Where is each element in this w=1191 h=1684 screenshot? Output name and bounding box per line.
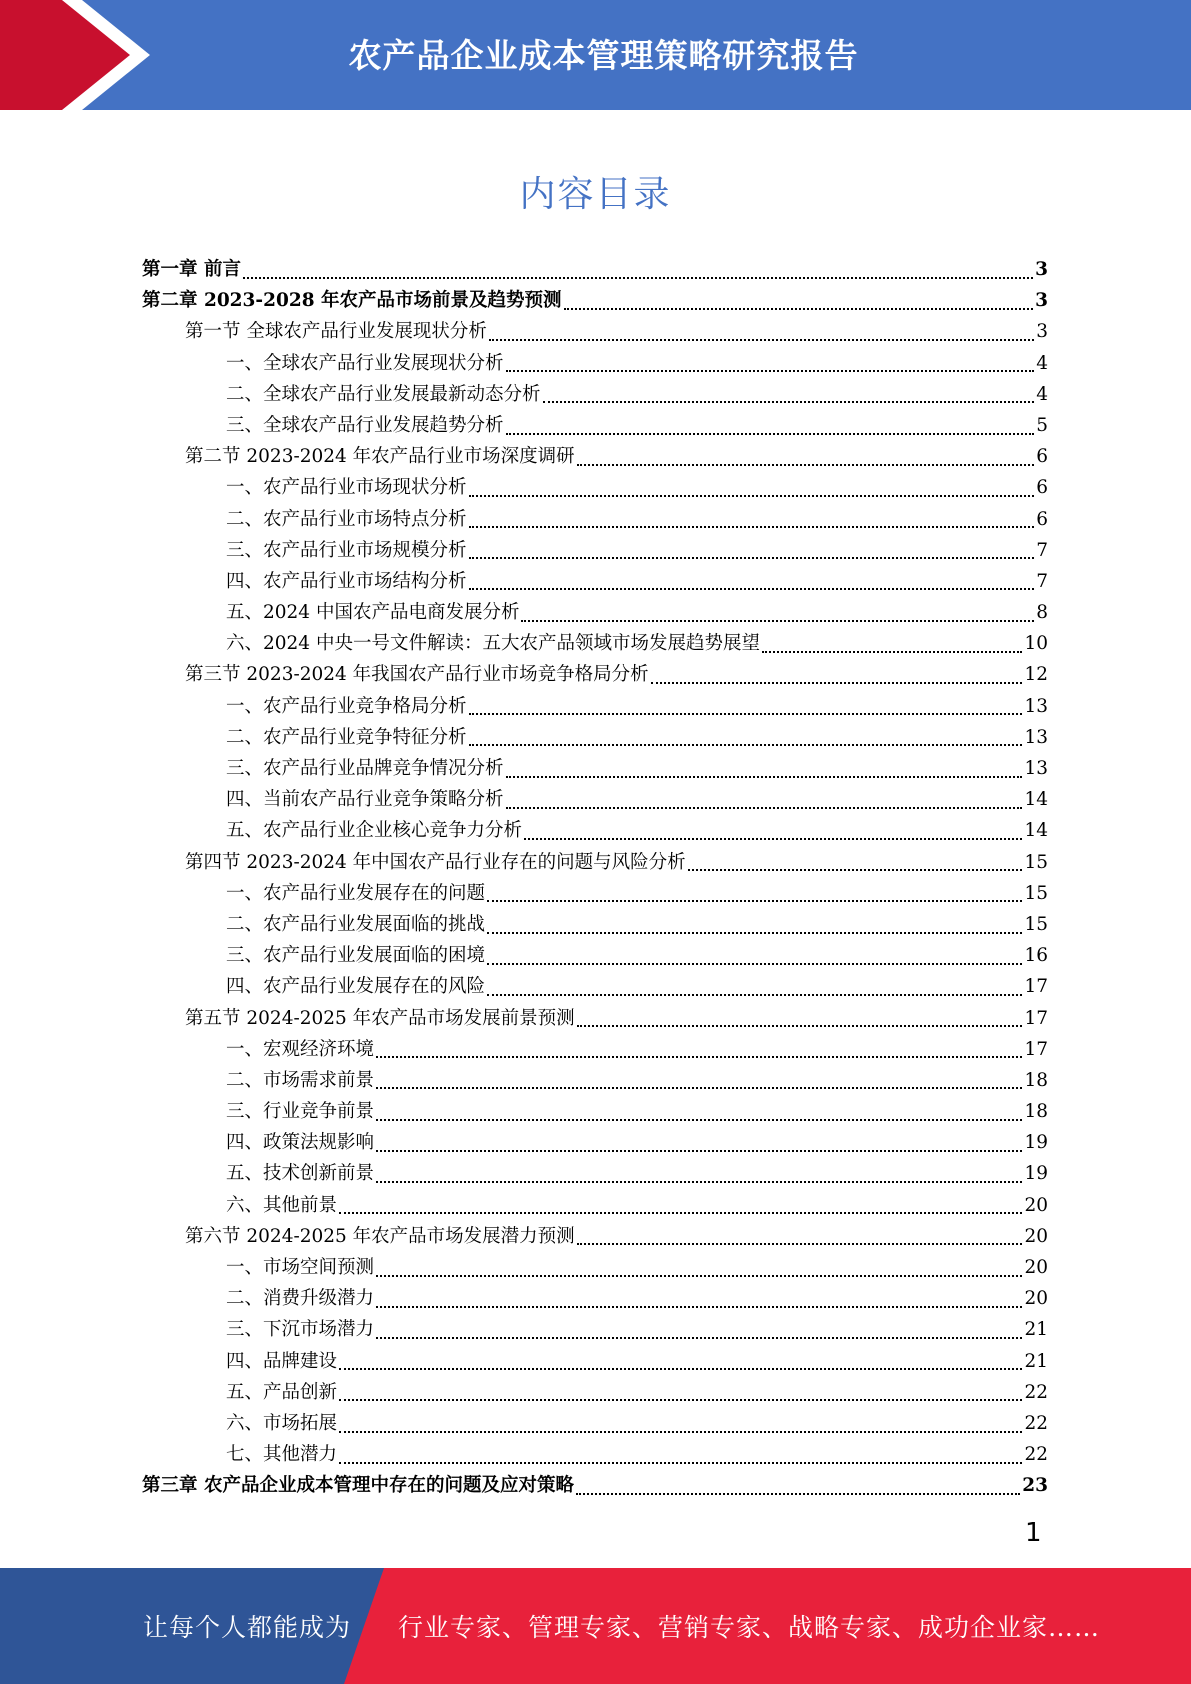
toc-entry-label: 一、宏观经济环境 (226, 1038, 375, 1060)
toc-entry-page: 22 (1024, 1381, 1048, 1403)
toc-entry[interactable] (142, 691, 1048, 722)
toc-entry-page: 17 (1024, 976, 1048, 998)
toc-entry-page: 17 (1024, 1038, 1048, 1060)
toc-entry-label: 一、市场空间预测 (226, 1257, 375, 1278)
toc-dot-leader (564, 308, 1034, 310)
toc-dot-leader (339, 1212, 1022, 1214)
toc-entry-label: 第四节 2023-2024 年中国农产品行业存在的问题与风险分析 (185, 851, 686, 873)
footer-slogan-right: 行业专家、管理专家、营销专家、战略专家、成功企业家…… (398, 1613, 1101, 1642)
toc-dot-leader (487, 900, 1022, 902)
toc-entry[interactable] (142, 815, 1048, 846)
toc-entry-label: 三、下沉市场潜力 (226, 1319, 375, 1341)
toc-dot-leader (576, 1493, 1020, 1495)
toc-entry[interactable] (142, 1283, 1048, 1314)
toc-dot-leader (543, 401, 1035, 403)
toc-entry-label: 四、政策法规影响 (226, 1132, 375, 1154)
toc-entry-label: 六、其他前景 (226, 1194, 338, 1216)
toc-dot-leader (651, 682, 1023, 684)
toc-dot-leader (506, 433, 1035, 435)
toc-entry-label: 四、农产品行业发展存在的风险 (226, 976, 486, 998)
toc-entry-label: 二、全球农产品行业发展最新动态分析 (226, 383, 541, 405)
toc-entry[interactable] (142, 1439, 1048, 1470)
toc-entry-label: 一、农产品行业发展存在的问题 (226, 882, 486, 904)
table-of-contents (142, 254, 1048, 1502)
toc-entry-label: 七、其他潜力 (226, 1444, 338, 1466)
toc-dot-leader (339, 1399, 1022, 1401)
toc-entry-page: 20 (1024, 1194, 1048, 1216)
toc-entry-label: 一、全球农产品行业发展现状分析 (226, 352, 504, 374)
toc-entry[interactable] (142, 504, 1048, 535)
toc-entry-page: 20 (1024, 1257, 1048, 1278)
toc-dot-leader (376, 1056, 1022, 1058)
toc-entry[interactable] (142, 472, 1048, 503)
toc-entry[interactable] (142, 847, 1048, 878)
toc-dot-leader (376, 1150, 1022, 1152)
toc-entry-label: 二、农产品行业发展面临的挑战 (226, 913, 486, 935)
toc-dot-leader (376, 1337, 1022, 1339)
page-number: 1 (1025, 1518, 1042, 1548)
toc-entry-page: 10 (1024, 633, 1048, 655)
toc-entry[interactable] (142, 940, 1048, 971)
toc-entry[interactable] (142, 379, 1048, 410)
toc-entry-page: 21 (1024, 1350, 1048, 1372)
toc-entry-page: 14 (1024, 789, 1048, 811)
toc-entry-label: 第三节 2023-2024 年我国农产品行业市场竞争格局分析 (185, 664, 649, 686)
toc-entry-label: 六、市场拓展 (226, 1412, 338, 1434)
toc-entry[interactable] (142, 1408, 1048, 1439)
toc-entry-label: 第五节 2024-2025 年农产品市场发展前景预测 (185, 1007, 575, 1029)
toc-dot-leader (762, 651, 1022, 653)
toc-entry[interactable] (142, 1190, 1048, 1221)
toc-entry[interactable] (142, 1034, 1048, 1065)
toc-entry[interactable] (142, 1377, 1048, 1408)
toc-dot-leader (506, 776, 1023, 778)
toc-entry-label: 三、农产品行业品牌竞争情况分析 (226, 758, 504, 779)
toc-entry-page: 5 (1036, 414, 1048, 436)
toc-entry[interactable] (142, 1470, 1048, 1501)
toc-entry[interactable] (142, 1221, 1048, 1252)
toc-dot-leader (577, 1243, 1023, 1245)
toc-entry-page: 15 (1024, 913, 1048, 935)
toc-entry[interactable] (142, 722, 1048, 753)
toc-entry-label: 四、品牌建设 (226, 1350, 338, 1372)
toc-entry-label: 五、产品创新 (226, 1381, 338, 1403)
toc-dot-leader (506, 807, 1023, 809)
toc-entry-label: 第二节 2023-2024 年农产品行业市场深度调研 (185, 446, 575, 468)
toc-entry[interactable] (142, 878, 1048, 909)
toc-entry-page: 13 (1024, 758, 1048, 779)
toc-dot-leader (489, 339, 1034, 341)
toc-entry-label: 一、农产品行业竞争格局分析 (226, 695, 467, 717)
toc-entry-label: 二、农产品行业竞争特征分析 (226, 726, 467, 748)
toc-entry-page: 22 (1024, 1412, 1048, 1434)
toc-entry-label: 四、农产品行业市场结构分析 (226, 570, 467, 592)
toc-entry[interactable] (142, 316, 1048, 347)
toc-entry-page: 13 (1024, 695, 1048, 717)
toc-entry-page: 6 (1036, 446, 1048, 468)
toc-entry-label: 一、农产品行业市场现状分析 (226, 477, 467, 499)
toc-entry-label: 二、市场需求前景 (226, 1069, 375, 1091)
toc-entry-page: 7 (1036, 570, 1048, 592)
toc-entry-label: 三、行业竞争前景 (226, 1101, 375, 1123)
toc-dot-leader (524, 838, 1022, 840)
toc-entry[interactable] (142, 1096, 1048, 1127)
toc-dot-leader (376, 1275, 1022, 1277)
toc-entry-label: 三、农产品行业发展面临的困境 (226, 945, 486, 967)
toc-dot-leader (487, 932, 1022, 934)
toc-dot-leader (577, 1025, 1023, 1027)
toc-dot-leader (243, 277, 1033, 279)
toc-entry[interactable] (142, 659, 1048, 690)
toc-dot-leader (487, 963, 1022, 965)
toc-entry-page: 19 (1024, 1132, 1048, 1154)
toc-entry-page: 3 (1035, 259, 1048, 280)
toc-entry-page: 16 (1024, 945, 1048, 967)
toc-dot-leader (469, 588, 1035, 590)
toc-entry-label: 第六节 2024-2025 年农产品市场发展潜力预测 (185, 1225, 575, 1247)
toc-entry[interactable] (142, 909, 1048, 940)
toc-entry-label: 二、消费升级潜力 (226, 1288, 375, 1310)
toc-entry[interactable] (142, 566, 1048, 597)
toc-entry-page: 17 (1024, 1007, 1048, 1029)
toc-entry-page: 23 (1022, 1475, 1048, 1497)
toc-dot-leader (376, 1306, 1022, 1308)
toc-entry-label: 五、农产品行业企业核心竞争力分析 (226, 820, 523, 842)
toc-entry-page: 19 (1024, 1163, 1048, 1185)
toc-dot-leader (577, 464, 1035, 466)
toc-entry-page: 22 (1024, 1444, 1048, 1466)
toc-entry[interactable] (142, 597, 1048, 628)
toc-entry-page: 6 (1036, 477, 1048, 499)
toc-entry-page: 15 (1024, 851, 1048, 873)
toc-entry-page: 21 (1024, 1319, 1048, 1341)
toc-entry-label: 五、技术创新前景 (226, 1163, 375, 1185)
toc-entry-page: 6 (1036, 508, 1048, 530)
toc-dot-leader (469, 713, 1023, 715)
toc-entry-label: 第二章 2023-2028 年农产品市场前景及趋势预测 (142, 290, 562, 312)
toc-heading: 内容目录 (519, 174, 672, 215)
toc-entry-page: 3 (1036, 321, 1048, 343)
toc-dot-leader (469, 526, 1035, 528)
toc-dot-leader (506, 370, 1035, 372)
toc-dot-leader (339, 1368, 1022, 1370)
toc-entry[interactable] (142, 1003, 1048, 1034)
toc-entry-label: 四、当前农产品行业竞争策略分析 (226, 789, 504, 811)
toc-entry[interactable] (142, 441, 1048, 472)
toc-entry-label: 二、农产品行业市场特点分析 (226, 508, 467, 530)
toc-entry-label: 五、2024 中国农产品电商发展分析 (226, 602, 520, 624)
report-title: 农产品企业成本管理策略研究报告 (348, 36, 859, 75)
toc-dot-leader (376, 1119, 1022, 1121)
toc-entry[interactable] (142, 410, 1048, 441)
footer-slogan-left: 让每个人都能成为 (143, 1613, 352, 1642)
toc-entry-label: 三、农产品行业市场规模分析 (226, 539, 467, 561)
toc-entry[interactable] (142, 254, 1048, 285)
footer-band (0, 1568, 1191, 1684)
toc-entry-page: 15 (1024, 882, 1048, 904)
toc-entry[interactable] (142, 971, 1048, 1002)
header-band (0, 0, 1191, 110)
toc-entry-label: 第一章 前言 (142, 259, 241, 280)
toc-dot-leader (688, 869, 1023, 871)
toc-entry-page: 3 (1035, 290, 1048, 312)
toc-entry-page: 14 (1024, 820, 1048, 842)
toc-dot-leader (339, 1431, 1022, 1433)
toc-entry[interactable] (142, 628, 1048, 659)
toc-entry[interactable] (142, 753, 1048, 784)
toc-entry[interactable] (142, 348, 1048, 379)
toc-entry-label: 三、全球农产品行业发展趋势分析 (226, 414, 504, 436)
toc-entry-page: 7 (1036, 539, 1048, 561)
toc-entry-page: 4 (1036, 383, 1048, 405)
toc-dot-leader (339, 1462, 1022, 1464)
toc-dot-leader (469, 557, 1035, 559)
toc-entry-page: 20 (1024, 1288, 1048, 1310)
toc-entry-page: 12 (1024, 664, 1048, 686)
toc-entry[interactable] (142, 535, 1048, 566)
toc-dot-leader (521, 620, 1034, 622)
toc-entry-page: 18 (1024, 1069, 1048, 1091)
toc-entry-page: 18 (1024, 1101, 1048, 1123)
toc-entry-label: 第一节 全球农产品行业发展现状分析 (185, 321, 487, 343)
toc-entry[interactable] (142, 1252, 1048, 1283)
toc-dot-leader (487, 994, 1022, 996)
toc-entry[interactable] (142, 1065, 1048, 1096)
toc-entry-page: 13 (1024, 726, 1048, 748)
toc-entry[interactable] (142, 285, 1048, 316)
toc-dot-leader (376, 1181, 1022, 1183)
toc-entry-page: 4 (1036, 352, 1048, 374)
toc-dot-leader (469, 744, 1023, 746)
toc-dot-leader (376, 1087, 1022, 1089)
toc-entry[interactable] (142, 1346, 1048, 1377)
toc-entry[interactable] (142, 1127, 1048, 1158)
toc-entry-page: 20 (1024, 1225, 1048, 1247)
toc-entry[interactable] (142, 1314, 1048, 1345)
toc-entry-page: 8 (1036, 602, 1048, 624)
toc-dot-leader (469, 495, 1035, 497)
toc-entry[interactable] (142, 1158, 1048, 1189)
toc-entry[interactable] (142, 784, 1048, 815)
toc-entry-label: 六、2024 中央一号文件解读：五大农产品领域市场发展趋势展望 (226, 633, 760, 655)
toc-entry-label: 第三章 农产品企业成本管理中存在的问题及应对策略 (142, 1475, 574, 1497)
